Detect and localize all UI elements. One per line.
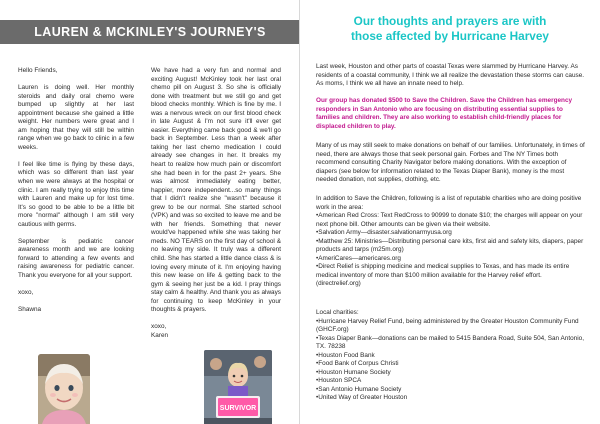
lauren-update-para2: I feel like time is flying by these days, which was so different than last year when we were always at the hospital or clinic. I am really trying to enjoy this time with Lauren and make up for lost time. It's so good to be able to be a little bit more "normal" although I am still very cautious with germs.: [18, 160, 134, 228]
local-charity-item: •Hurricane Harvey Relief Fund, being administered by the Greater Houston Community Fund (GHCF.org): [316, 317, 579, 333]
charity-item: •Direct Relief is shipping medicine and medical supplies to Texas, and has made its entire medical inventory of more than $100 million available for the Harvey relief effort. (directrelief.org): [316, 263, 570, 287]
greeting: Hello Friends,: [18, 67, 58, 74]
survivor-sign-text: SURVIVOR: [219, 405, 257, 412]
lauren-update-para3: September is pediatric cancer awareness month and we are looking forward to attending a few events and raising awareness for pediatric cancer. Thank you everyone for all your support.: [18, 237, 134, 279]
harvey-title-line2: those affected by Hurricane Harvey: [350, 29, 549, 43]
local-charities-title: Local charities:: [316, 309, 359, 316]
local-charity-item: •San Antonio Humane Society: [316, 385, 402, 393]
lauren-update-para1: Lauren is doing well. Her monthly steroids and daily oral chemo were bumped up slightly at her last appointment because she gained a little weight. Her numbers were great and I am hoping that they will still be within range when we go back to clinic in a few weeks.: [18, 84, 134, 151]
local-charity-item: •Houston Food Bank: [316, 351, 375, 359]
charity-item: •American Red Cross: Text RedCross to 90999 to donate $10; the charges will appear on your next phone bill. Other amounts can be given via their website.: [316, 212, 583, 228]
harvey-title-line1: Our thoughts and prayers are with: [353, 14, 547, 28]
survivor-rally-image: [204, 350, 272, 424]
signature-karen: Karen: [151, 331, 169, 339]
local-charity-item: •Houston SPCA: [316, 377, 362, 384]
local-charity-item: •Houston Humane Society: [316, 368, 391, 376]
local-charity-item: •United Way of Greater Houston: [316, 394, 408, 401]
charity-item: •Matthew 25: Ministries—Distributing personal care kits, first aid and safety kits, diapers, paper products and tarps (m25m.org): [316, 237, 584, 253]
journey-banner: LAUREN & MCKINLEY'S JOURNEY'S: [0, 20, 300, 44]
lauren-photo: [38, 354, 90, 424]
local-charity-item: •Food Bank of Corpus Christi: [316, 360, 399, 367]
signature-shawna: Shawna: [18, 306, 42, 314]
charity-item: •AmeriCares—americares.org: [316, 254, 401, 262]
child-portrait-image: [38, 354, 90, 424]
donation-advice: Many of us may still seek to make donations on behalf of our families. Unfortunately, in times of need, there are always those that seek personal gain. Forbes and The NY Times both recommend consulting Charity Navigator before making donations. With the exception of diapers (see below for information related to the Texas Diaper Bank), money is the most needed donation, not supplies, clothing, etc.: [316, 142, 585, 183]
mckinley-update: We have had a very fun and normal and exciting August! McKinley took her last oral chemo pill on August 3. So she is officially done with treatment but we still go and get blood checks monthly. Which is fine by me. I was a nervous wreck on our first blood check in late August & I'm not sure it'll ever get easier. Everything came back good & we'll go back in September. Less than a week after taking her last chemo medication I could already see changes in her. It breaks my heart to realize how much pain or discomfort she had been in for the past 2+ years. She was almost immediately eating better, happier, more independent...so many things that I didn't realize she "wasn't" because it grew to be our normal. She started school (VPK) and was so excited to leave me and be with her friends. Something that never would've happened while she was taking her meds. NO TEARS on the first day of school & no leaving my side. It truly was a different child. She has started a little dance class & is loving every minute of it. I'm enjoying having this new lease on life & getting back to the gym & seeing her just be a kid. I pray things stay calm & healthy. And thank you as always for continuing to keep McKinley in your thoughts & prayers.: [151, 67, 281, 314]
charity-item: •Salvation Army—disaster.salvationarmyusa.org: [316, 229, 452, 236]
harvey-intro: Last week, Houston and other parts of coastal Texas were slammed by Hurricane Harvey. As residents of a coastal community, I think we all realize the devastation these storms can cause. As moms, I think we all have an innate need to help.: [316, 63, 585, 87]
mckinley-photo: [204, 350, 272, 424]
closing-karen: xoxo,: [151, 323, 167, 331]
shawna-column: [18, 67, 134, 315]
local-charities-section: [316, 309, 586, 403]
closing-shawna: xoxo,: [18, 289, 34, 297]
charities-section: [316, 195, 586, 289]
local-charity-item: •Texas Diaper Bank—donations can be mailed to 5415 Bandera Road, Suite 504, San Antonio, TX. 78238: [316, 334, 584, 350]
karen-column: [151, 67, 281, 340]
charities-intro: In addition to Save the Children, following is a list of reputable charities who are doing positive work in the area:: [316, 195, 582, 211]
harvey-title: [306, 14, 594, 44]
donation-highlight: Our group has donated $500 to Save the Children. Save the Children has emergency responders in San Antonio who are focusing on distributing essential supplies to families and children. They are also working to establish child-friendly places for displaced children to play.: [316, 97, 573, 130]
